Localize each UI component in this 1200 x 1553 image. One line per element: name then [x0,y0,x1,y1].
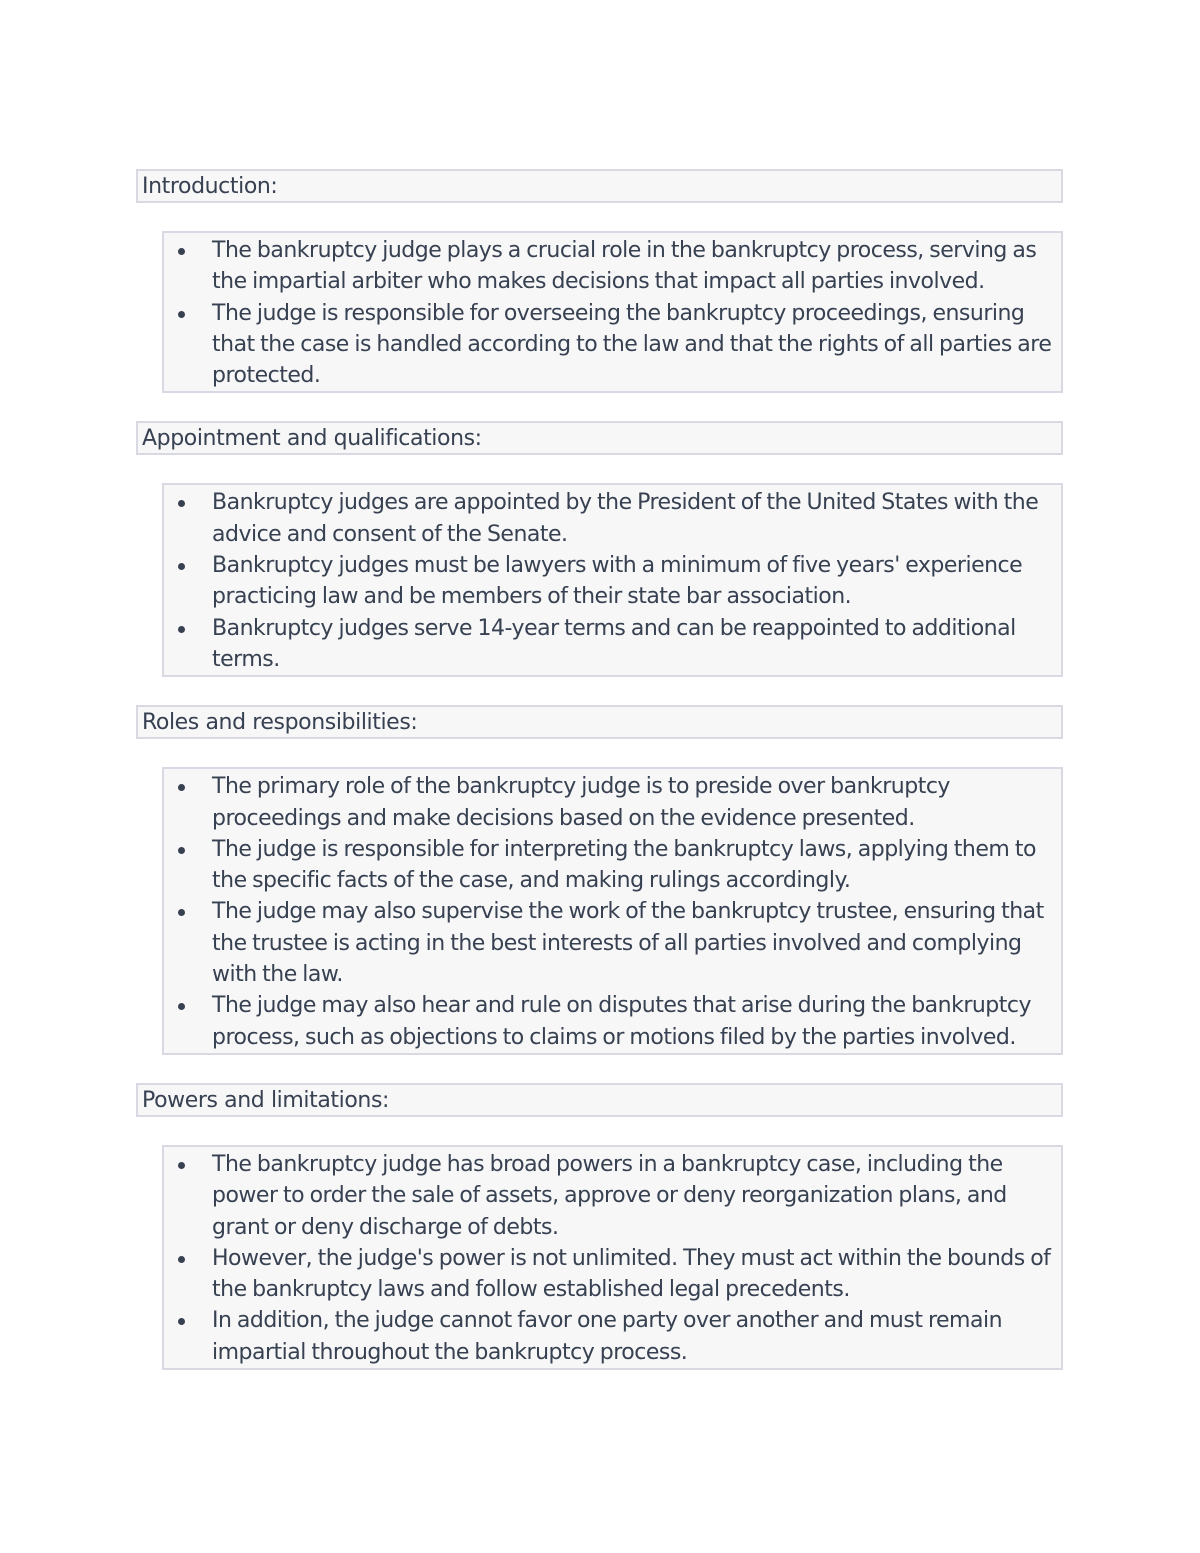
list-item: However, the judge's power is not unlimited. They must act within the bounds of the bankruptcy laws and follow established legal precedents. [212,1243,1053,1306]
section-heading-powers: Powers and limitations: [136,1083,1063,1117]
list-item: The judge may also hear and rule on disputes that arise during the bankruptcy process, such as objections to claims or motions filed by the parties involved. [212,990,1053,1053]
list-item: In addition, the judge cannot favor one party over another and must remain impartial throughout the bankruptcy process. [212,1305,1053,1368]
section-heading-introduction: Introduction: [136,169,1063,203]
list-item: The judge is responsible for overseeing the bankruptcy proceedings, ensuring that the case is handled according to the law and that the rights of all parties are protected. [212,298,1053,392]
list-item: The primary role of the bankruptcy judge is to preside over bankruptcy proceedings and make decisions based on the evidence presented. [212,771,1053,834]
section-box-introduction [162,231,1063,393]
section-box-powers [162,1145,1063,1370]
document-page [136,169,1063,1370]
section-box-roles [162,767,1063,1055]
section-heading-appointment: Appointment and qualifications: [136,421,1063,455]
list-item: Bankruptcy judges serve 14-year terms and can be reappointed to additional terms. [212,613,1053,676]
bullet-list [164,487,1053,675]
bullet-list [164,771,1053,1053]
list-item: Bankruptcy judges are appointed by the President of the United States with the advice and consent of the Senate. [212,487,1053,550]
list-item: Bankruptcy judges must be lawyers with a minimum of five years' experience practicing law and be members of their state bar association. [212,550,1053,613]
bullet-list [164,235,1053,391]
section-box-appointment [162,483,1063,677]
list-item: The judge may also supervise the work of the bankruptcy trustee, ensuring that the trustee is acting in the best interests of all parties involved and complying with the law. [212,896,1053,990]
bullet-list [164,1149,1053,1368]
list-item: The bankruptcy judge has broad powers in a bankruptcy case, including the power to order the sale of assets, approve or deny reorganization plans, and grant or deny discharge of debts. [212,1149,1053,1243]
section-heading-roles: Roles and responsibilities: [136,705,1063,739]
list-item: The bankruptcy judge plays a crucial role in the bankruptcy process, serving as the impartial arbiter who makes decisions that impact all parties involved. [212,235,1053,298]
list-item: The judge is responsible for interpreting the bankruptcy laws, applying them to the specific facts of the case, and making rulings accordingly. [212,834,1053,897]
